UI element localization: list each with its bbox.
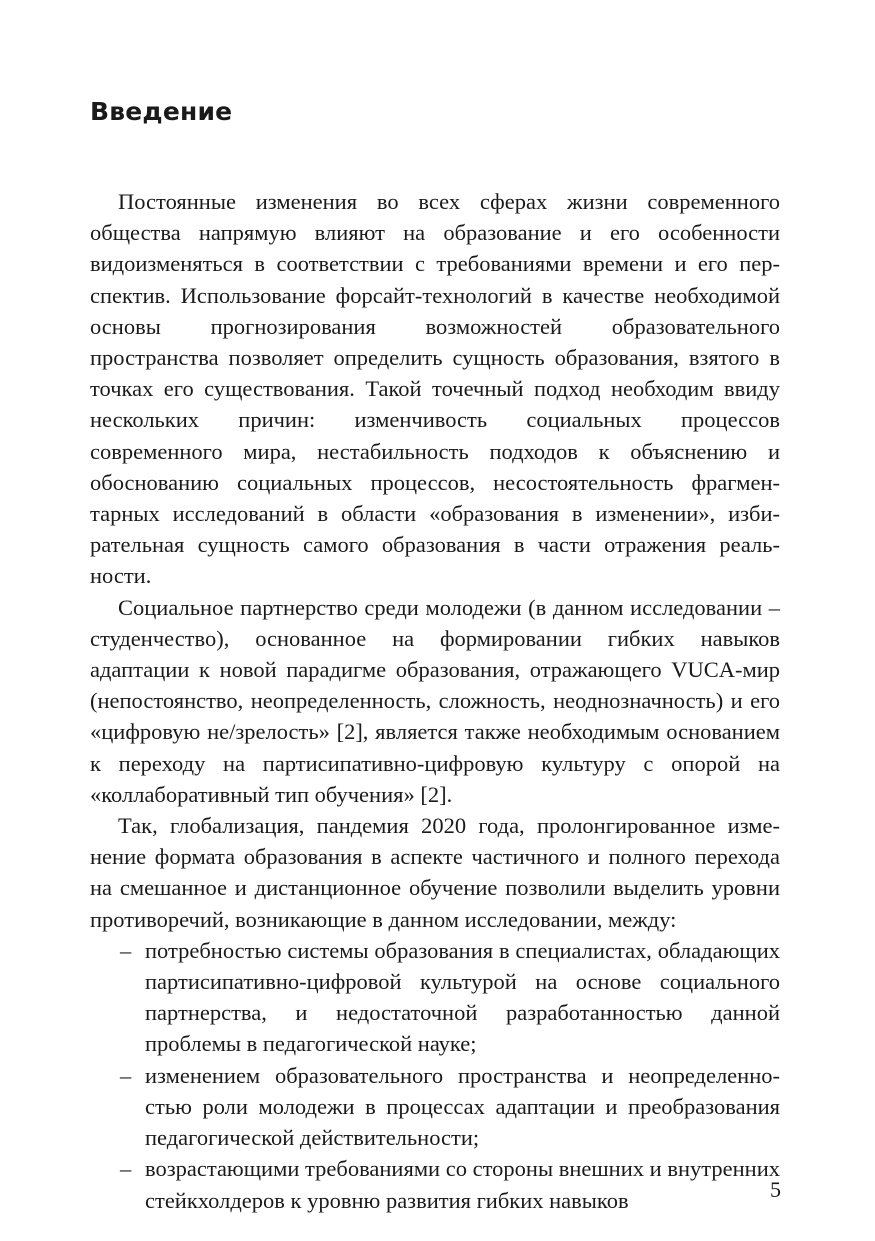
list-item bbox=[90, 1153, 780, 1215]
list-item bbox=[90, 1060, 780, 1154]
list-item-text: изменением образовательного пространства и неопределенностью роли молодежи в процессах адаптации и преобразования педагогической действительности; bbox=[145, 1062, 780, 1151]
paragraph-2: Социальное партнерство среди молодежи (в данном исследовании – студенчество), основанное на формировании гибких навыков адаптации к новой парадигме образования, отражающего VUCA-мир (непостоянство, неопределенность, сложность, неоднозначность) и его «цифровую не/зрелость» [2], является также необходимым основанием к переходу на партисипативно-цифровую культуру с опорой на «коллаборативный тип обучения» [2]. bbox=[90, 594, 780, 807]
list-item-text: возрастающими требованиями со стороны внешних и внутренних стейкхолдеров к уровню развития гибких навыков bbox=[145, 1156, 780, 1213]
section-heading: Введение bbox=[90, 97, 233, 126]
list-item-text: потребностью системы образования в специалистах, обладающих партисипативно-цифровой культурой на основе социального партнерства, и недостаточной разработанностью данной проблемы в педагогической науке; bbox=[145, 937, 780, 1057]
paragraph-1: Постоянные изменения во всех сферах жизни современного общества напрямую влияют на образование и его особенности видоизменяться в соответствии с требованиями времени и его перспектив. Использование форсайт-технологий в качестве необходимой основы прогнозирования возможностей образовательного пространства позволяет определить сущность образования, взятого в точках его существования. Такой точечный подход необходим ввиду нескольких причин: изменчивость социальных процессов современного мира, нестабильность подходов к объяснению и обоснованию социальных процессов, несостоятельность фрагментарных исследований в области «образования в изменении», избирательная сущность самого образования в части отражения реальности. bbox=[90, 189, 780, 589]
contradictions-list bbox=[90, 935, 780, 1216]
paragraph-3: Так, глобализация, пандемия 2020 года, пролонгированное изменение формата образования в аспекте частичного и полного перехода на смешанное и дистанционное обучение позволили выделить уровни противоречий, возникающие в данном исследовании, между: bbox=[90, 813, 780, 932]
list-item bbox=[90, 935, 780, 1060]
list-dash: – bbox=[120, 1156, 132, 1182]
list-dash: – bbox=[120, 1062, 132, 1088]
page-number: 5 bbox=[770, 1177, 781, 1202]
list-dash: – bbox=[120, 937, 132, 963]
body-text bbox=[90, 186, 780, 1216]
